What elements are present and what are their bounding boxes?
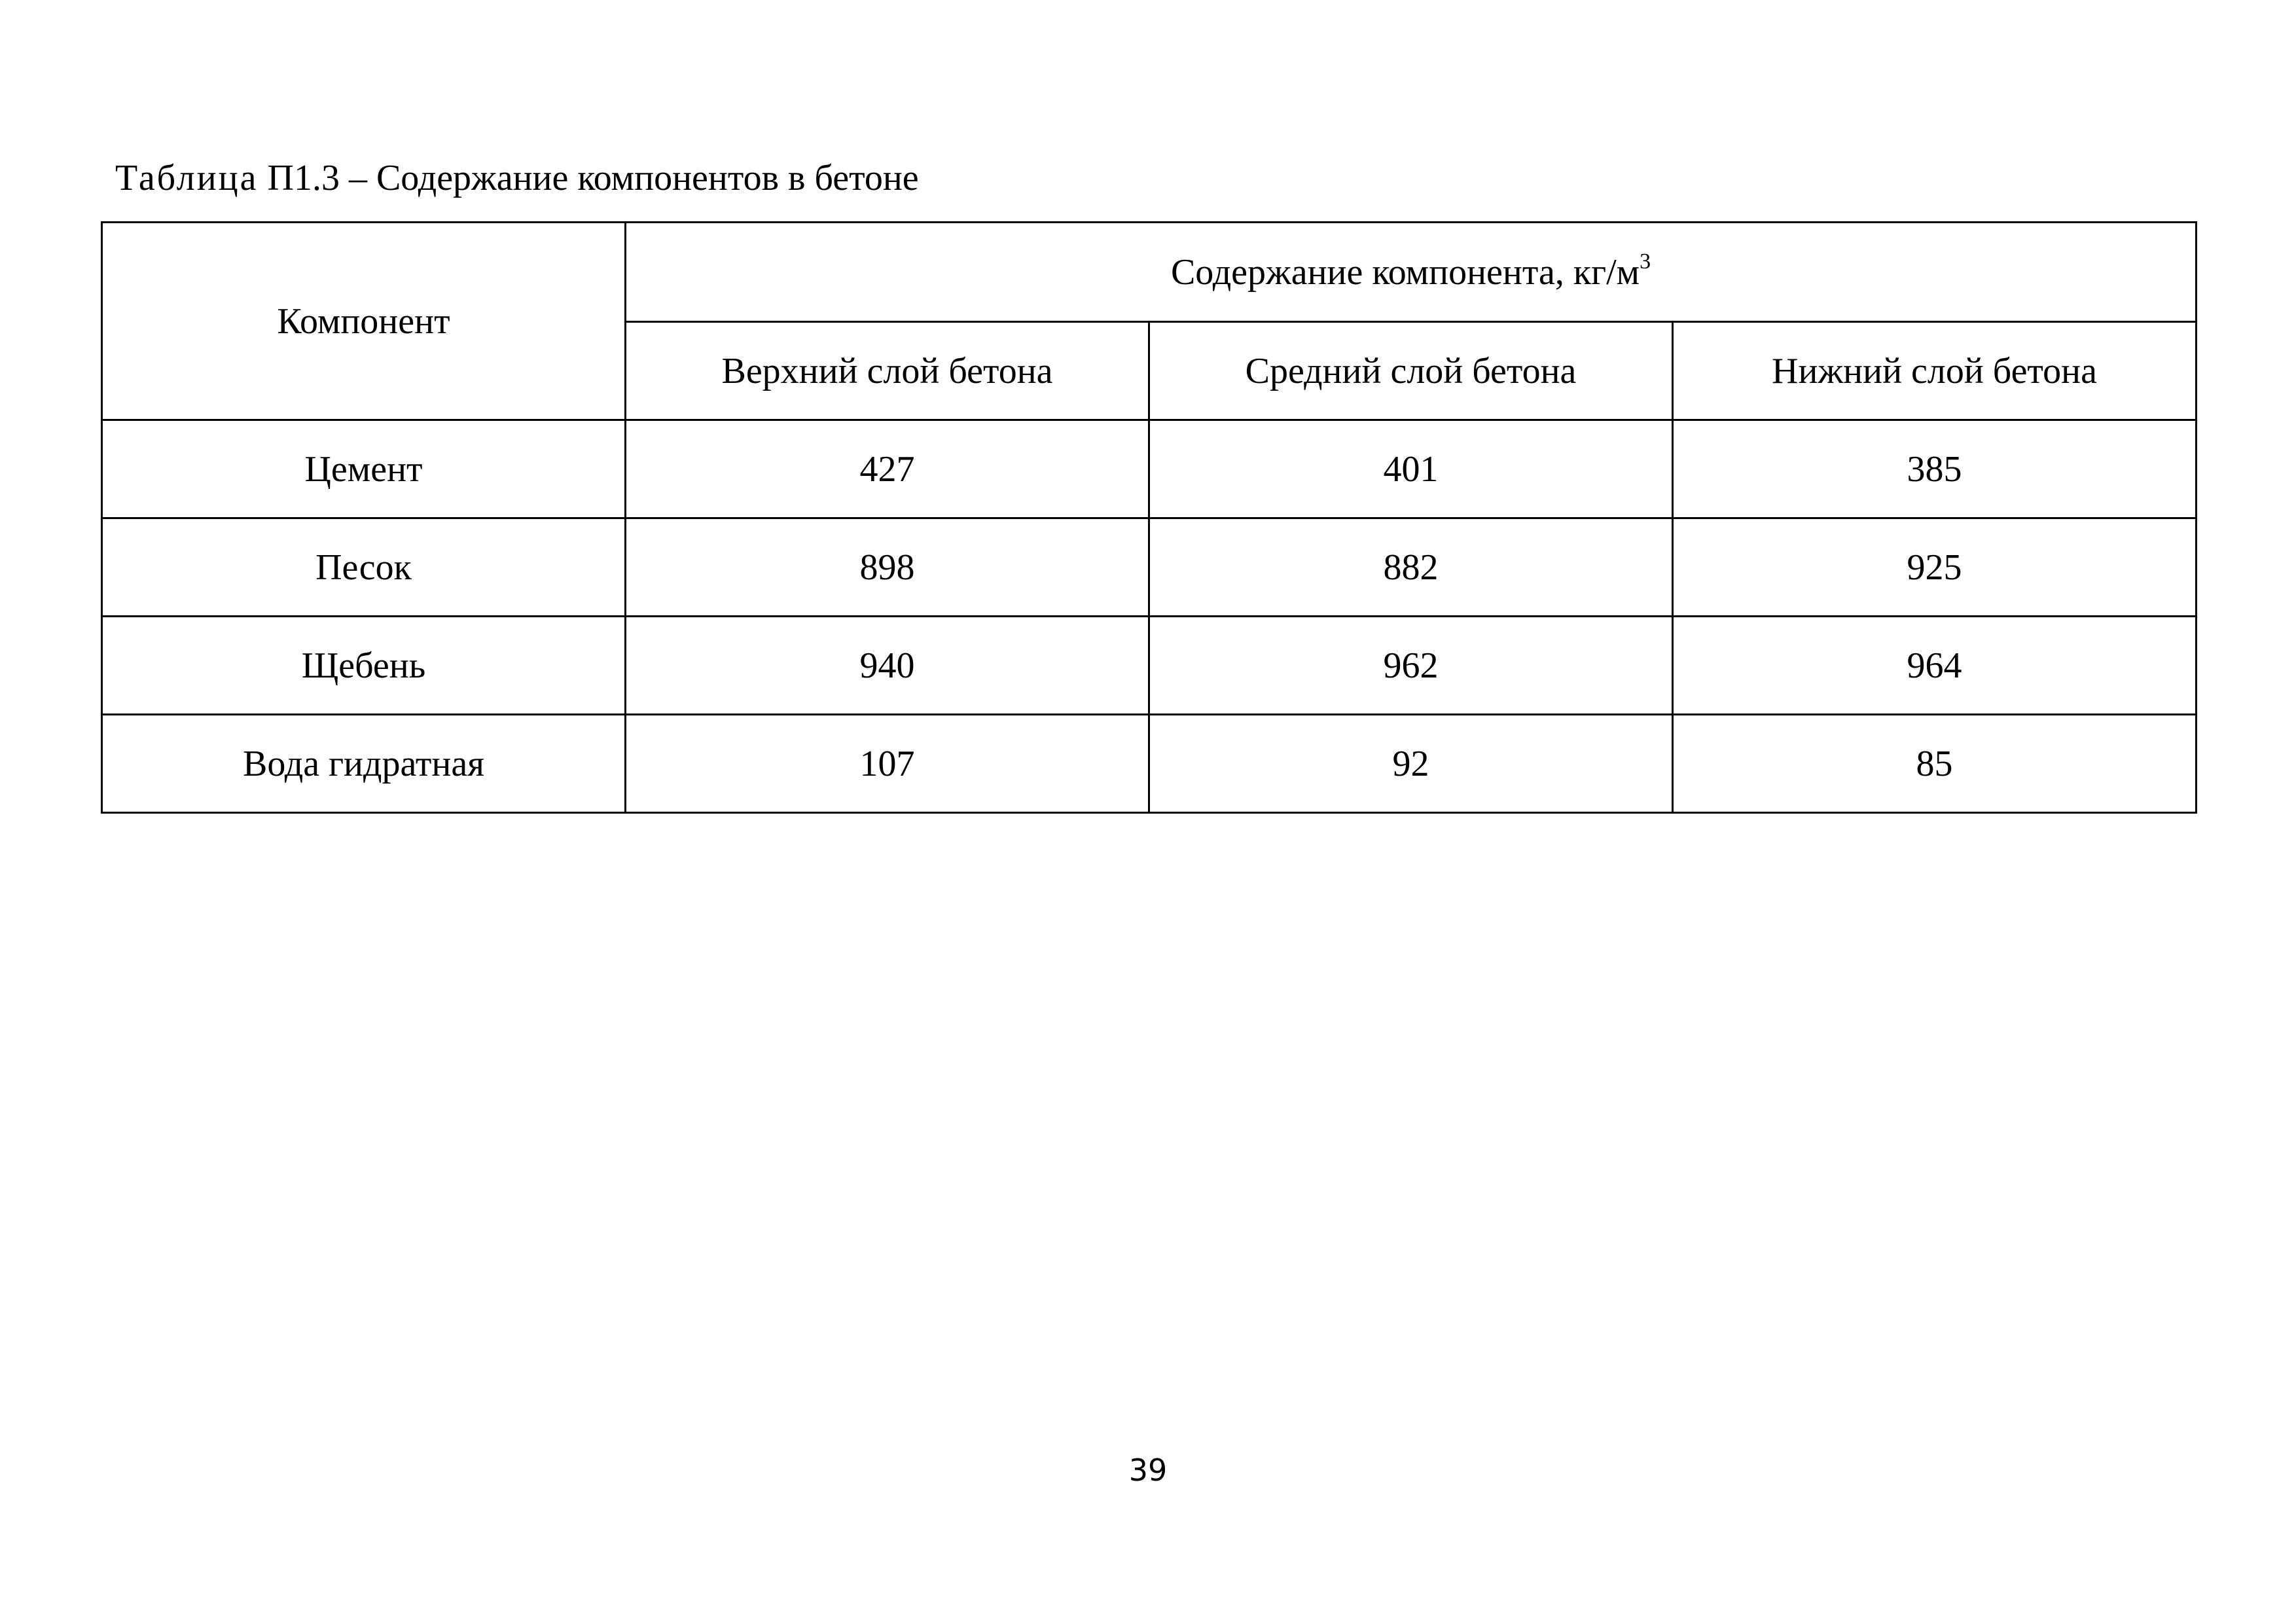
content-group-header (626, 223, 2197, 322)
page-number: 39 (1128, 1453, 1168, 1488)
table-row (102, 518, 2197, 617)
components-table (101, 221, 2197, 814)
value-cell: 882 (1149, 518, 1673, 617)
layer-header-top: Верхний слой бетона (626, 322, 1149, 420)
value-cell: 85 (1673, 715, 2197, 813)
component-name-cell: Вода гидратная (102, 715, 626, 813)
caption-label: Таблица (115, 158, 259, 198)
caption-text: П1.3 – Содержание компонентов в бетоне (258, 158, 919, 198)
table-caption (115, 154, 919, 202)
value-cell: 925 (1673, 518, 2197, 617)
component-column-header: Компонент (102, 223, 626, 420)
component-name-cell: Щебень (102, 617, 626, 715)
layer-header-bottom: Нижний слой бетона (1673, 322, 2197, 420)
table-row (102, 420, 2197, 518)
value-cell: 385 (1673, 420, 2197, 518)
unit-superscript: 3 (1640, 249, 1651, 274)
component-name-cell: Песок (102, 518, 626, 617)
layer-header-middle: Средний слой бетона (1149, 322, 1673, 420)
value-cell: 940 (626, 617, 1149, 715)
header-row (102, 223, 2197, 322)
value-cell: 427 (626, 420, 1149, 518)
value-cell: 92 (1149, 715, 1673, 813)
table-row (102, 715, 2197, 813)
table-row (102, 617, 2197, 715)
value-cell: 401 (1149, 420, 1673, 518)
value-cell: 962 (1149, 617, 1673, 715)
value-cell: 107 (626, 715, 1149, 813)
value-cell: 964 (1673, 617, 2197, 715)
content-group-header-text: Содержание компонента, кг/м (1170, 251, 1640, 293)
component-name-cell: Цемент (102, 420, 626, 518)
value-cell: 898 (626, 518, 1149, 617)
